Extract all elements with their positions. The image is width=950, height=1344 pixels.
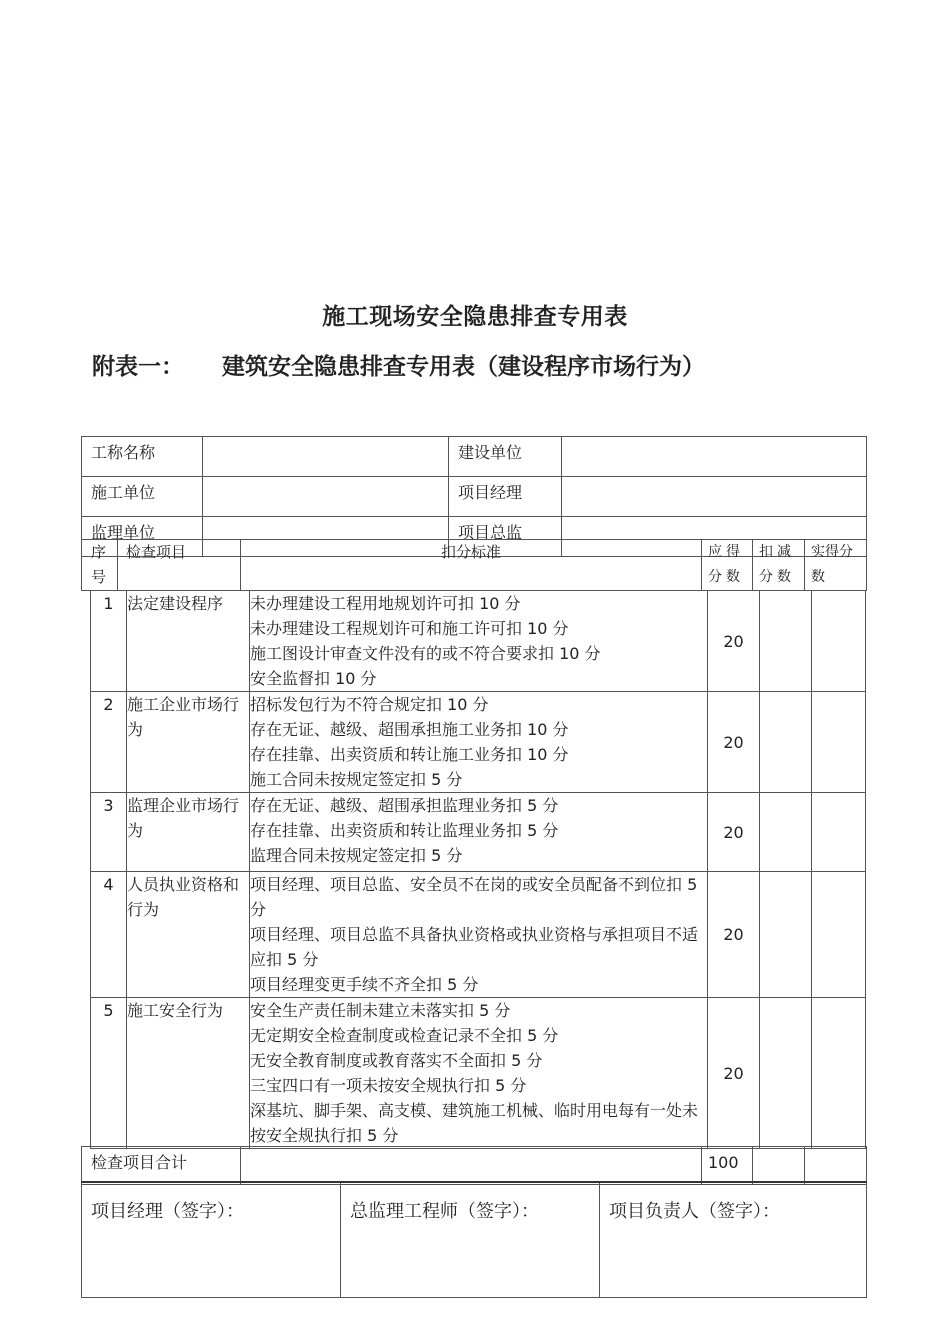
row-actual-cell[interactable] [812, 872, 866, 998]
row-item: 法定建设程序 [127, 591, 250, 692]
row-no: 2 [91, 692, 127, 793]
builder-value[interactable] [562, 437, 867, 477]
row-deduct-cell[interactable] [760, 998, 812, 1149]
row-actual-cell[interactable] [812, 692, 866, 793]
header-deduct: 扣减分数 [753, 540, 805, 591]
project-name-value[interactable] [203, 437, 449, 477]
chief-engineer-signature[interactable]: 总监理工程师（签字）： [341, 1182, 600, 1298]
total-score: 100 [702, 1147, 753, 1185]
table-row [91, 692, 866, 793]
standard-line: 未办理建设工程规划许可和施工许可扣 10 分 [250, 619, 569, 638]
header-no: 序号 [82, 540, 118, 591]
standard-line: 深基坑、脚手架、高支模、建筑施工机械、临时用电每有一处未按安全规执行扣 5 分 [250, 1101, 699, 1145]
signature-row [81, 1181, 867, 1298]
row-due-score: 20 [708, 692, 760, 793]
project-name-label: 工称名称 [82, 437, 203, 477]
standard-line: 三宝四口有一项未按安全规执行扣 5 分 [250, 1076, 527, 1095]
row-deduct-cell[interactable] [760, 793, 812, 872]
standard-line: 存在挂靠、出卖资质和转让施工业务扣 10 分 [250, 745, 569, 764]
info-row [82, 477, 867, 517]
header-standard: 扣分标准 [241, 540, 702, 591]
standard-line: 存在无证、越级、超围承担施工业务扣 10 分 [250, 720, 569, 739]
chief-supervisor-label: 项目总监 [449, 517, 562, 557]
row-no: 5 [91, 998, 127, 1149]
total-standard-cell [241, 1147, 702, 1185]
row-due-score: 20 [708, 591, 760, 692]
subtitle-text: 建筑安全隐患排查专用表（建设程序市场行为） [222, 354, 705, 380]
contractor-label: 施工单位 [82, 477, 203, 517]
table-row [91, 872, 866, 998]
standard-line: 安全生产责任制未建立未落实扣 5 分 [250, 1001, 511, 1020]
contractor-value[interactable] [203, 477, 449, 517]
standard-line: 无定期安全检查制度或检查记录不全扣 5 分 [250, 1026, 559, 1045]
subtitle-label: 附表一： [92, 354, 184, 380]
builder-label: 建设单位 [449, 437, 562, 477]
standard-line: 存在无证、越级、超围承担监理业务扣 5 分 [250, 796, 559, 815]
row-no: 3 [91, 793, 127, 872]
pm-label: 项目经理 [449, 477, 562, 517]
row-actual-cell[interactable] [812, 591, 866, 692]
row-due-score: 20 [708, 998, 760, 1149]
page-title: 施工现场安全隐患排查专用表 [322, 304, 628, 330]
row-actual-cell[interactable] [812, 998, 866, 1149]
row-no: 1 [91, 591, 127, 692]
row-standards [250, 591, 708, 692]
table-row [91, 998, 866, 1149]
standard-line: 招标发包行为不符合规定扣 10 分 [250, 695, 489, 714]
row-due-score: 20 [708, 872, 760, 998]
standard-line: 项目经理、项目总监、安全员不在岗的或安全员配备不到位扣 5 分 [250, 875, 698, 919]
total-row [81, 1146, 867, 1185]
info-row [82, 437, 867, 477]
row-deduct-cell[interactable] [760, 692, 812, 793]
row-due-score: 20 [708, 793, 760, 872]
row-deduct-cell[interactable] [760, 872, 812, 998]
header-item: 检查项目 [118, 540, 241, 591]
row-item: 施工企业市场行为 [127, 692, 250, 793]
standard-line: 存在挂靠、出卖资质和转让监理业务扣 5 分 [250, 821, 559, 840]
standard-line: 项目经理变更手续不齐全扣 5 分 [250, 975, 479, 994]
row-no: 4 [91, 872, 127, 998]
header-due: 应得分数 [702, 540, 753, 591]
row-standards [250, 872, 708, 998]
check-table [90, 590, 866, 1149]
standard-line: 监理合同未按规定签定扣 5 分 [250, 846, 463, 865]
standard-line: 未办理建设工程用地规划许可扣 10 分 [250, 594, 521, 613]
row-standards [250, 692, 708, 793]
table-row [91, 793, 866, 872]
row-deduct-cell[interactable] [760, 591, 812, 692]
standard-line: 项目经理、项目总监不具备执业资格或执业资格与承担项目不适应扣 5 分 [250, 925, 699, 969]
supervisor-unit-label: 监理单位 [82, 517, 203, 557]
total-deduct-cell[interactable] [753, 1147, 805, 1185]
standard-line: 施工合同未按规定签定扣 5 分 [250, 770, 463, 789]
subtitle [92, 348, 705, 381]
total-label: 检查项目合计 [82, 1147, 241, 1185]
row-item: 监理企业市场行为 [127, 793, 250, 872]
standard-line: 安全监督扣 10 分 [250, 669, 377, 688]
row-standards [250, 793, 708, 872]
total-actual-cell[interactable] [805, 1147, 867, 1185]
table-row [91, 591, 866, 692]
column-header [81, 539, 867, 591]
row-standards [250, 998, 708, 1149]
row-item: 人员执业资格和行为 [127, 872, 250, 998]
owner-signature[interactable]: 项目负责人（签字）： [600, 1182, 867, 1298]
pm-value[interactable] [562, 477, 867, 517]
row-actual-cell[interactable] [812, 793, 866, 872]
header-actual: 实得分数 [805, 540, 867, 591]
row-item: 施工安全行为 [127, 998, 250, 1149]
standard-line: 施工图设计审查文件没有的或不符合要求扣 10 分 [250, 644, 601, 663]
standard-line: 无安全教育制度或教育落实不全面扣 5 分 [250, 1051, 543, 1070]
pm-signature[interactable]: 项目经理（签字）： [82, 1182, 341, 1298]
